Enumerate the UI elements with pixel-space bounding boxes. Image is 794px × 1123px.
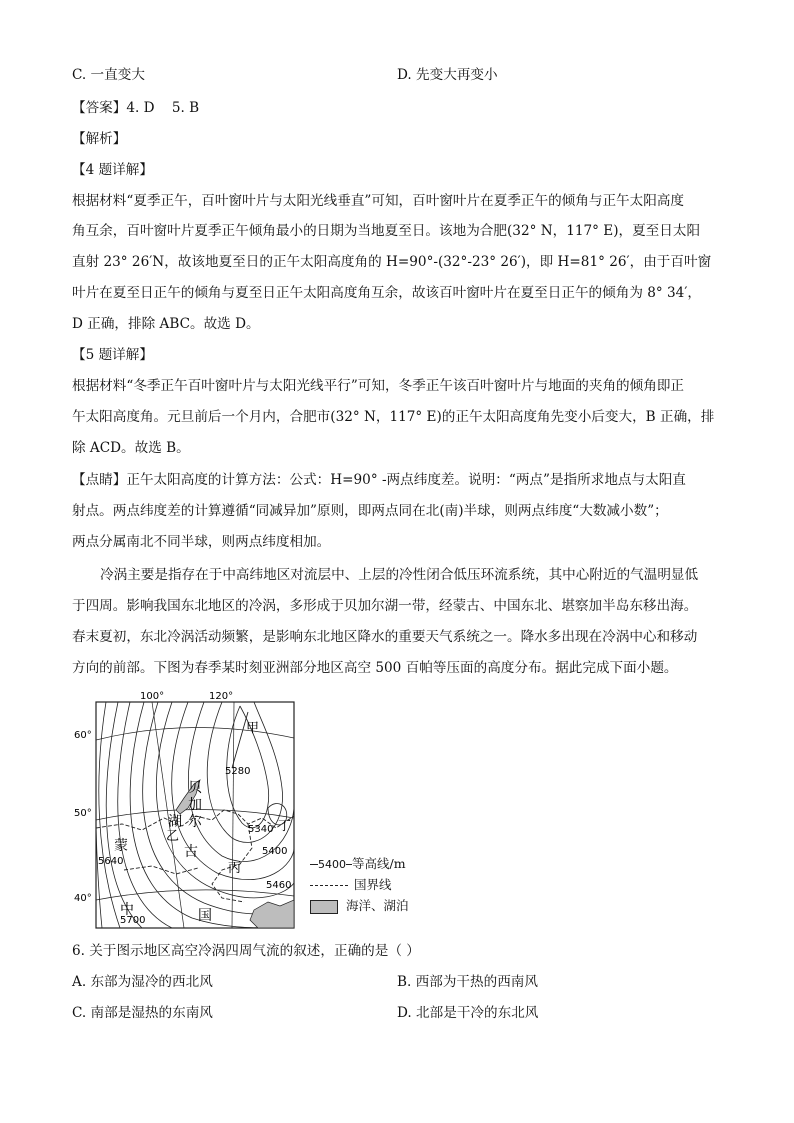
contour-label-5340: 5340 — [248, 824, 274, 835]
water-swatch — [310, 900, 338, 914]
legend-border — [310, 877, 392, 893]
q4-line-3: 直射 23° 26′N，故该地夏至日的正午太阳高度角的 H=90°-(32°-23° 26′)，即 H=81° 26′，由于百叶窗 — [72, 254, 712, 270]
q5-line-1: 根据材料“冬季正午百叶窗叶片与太阳光线平行”可知，冬季正午该百叶窗叶片与地面的夹角的倾角即正 — [72, 378, 685, 394]
q5-tag: 【5 题详解】 — [72, 347, 153, 363]
answer-tag: 【答案】 — [72, 100, 127, 116]
option-row — [72, 66, 724, 84]
contour-label-5400: 5400 — [262, 846, 288, 857]
passage-line-3: 春末夏初，东北冷涡活动频繁，是影响东北地区降水的重要天气系统之一。降水多出现在冷涡中心和移动 — [72, 629, 698, 645]
lon-label-120: 120° — [209, 691, 234, 702]
legend-water-text: 海洋、湖泊 — [346, 898, 409, 913]
option-d: D. 先变大再变小 — [397, 67, 498, 83]
place-label-jia: 甲 — [246, 721, 260, 736]
lat-label-40: 40° — [74, 893, 92, 904]
legend-water — [310, 898, 409, 914]
analysis-tag: 【解析】 — [72, 131, 127, 147]
contour-map — [72, 688, 412, 933]
lat-label-60: 60° — [74, 730, 92, 741]
lat-label-50: 50° — [74, 808, 92, 819]
q5-line-3: 除 ACD。故选 B。 — [72, 440, 190, 456]
place-label-yi: 乙 — [166, 829, 180, 844]
q4-tag: 【4 题详解】 — [72, 162, 153, 178]
contour-map-figure — [72, 688, 412, 933]
contour-label-5280: 5280 — [225, 766, 251, 777]
tip-line-2: 射点。两点纬度差的计算遵循“同减异加”原则，即两点同在北(南)半球，则两点纬度“大数减小数”； — [72, 503, 668, 519]
option-c: C. 一直变大 — [72, 67, 145, 83]
contour-label-5700: 5700 — [120, 915, 146, 926]
legend-border-text: 国界线 — [354, 877, 392, 892]
legend-contour-value: 5400 — [318, 858, 346, 871]
region-label-er: 尔 — [188, 814, 202, 830]
contour-label-5460: 5460 — [266, 880, 292, 891]
place-label-bing: 丙 — [228, 861, 242, 876]
place-label-ding: 丁 — [278, 819, 292, 834]
q6-option-a: A. 东部为湿冷的西北风 — [72, 974, 213, 990]
tip-tag: 【点睛】 — [72, 472, 127, 488]
legend-contour-text: 等高线/m — [352, 856, 406, 871]
region-label-meng: 蒙 — [114, 838, 128, 854]
region-label-jia: 加 — [188, 797, 202, 813]
region-label-gu: 古 — [184, 844, 198, 860]
region-label-guo: 国 — [198, 908, 212, 924]
tip-line-1 — [72, 471, 724, 489]
q4-line-2: 角互余，百叶窗叶片夏季正午倾角最小的日期为当地夏至日。该地为合肥(32° N，117° E)，夏至日太阳 — [72, 223, 701, 239]
q6-stem: 6. 关于图示地区高空冷涡四周气流的叙述，正确的是（ ） — [72, 943, 420, 959]
q5-line-2: 午太阳高度角。元旦前后一个月内，合肥市(32° N，117° E)的正午太阳高度角先变小后变大，B 正确，排 — [72, 409, 715, 425]
passage-line-1: 冷涡主要是指存在于中高纬地区对流层中、上层的冷性闭合低压环流系统，其中心附近的气温明显低 — [100, 567, 699, 583]
region-label-bei: 贝 — [188, 780, 202, 796]
q6-option-row-1 — [72, 973, 724, 991]
q4-line-5: D 正确，排除 ABC。故选 D。 — [72, 316, 260, 332]
region-label-hu: 湖 — [168, 814, 182, 830]
passage-line-2: 于四周。影响我国东北地区的冷涡，多形成于贝加尔湖一带，经蒙古、中国东北、堪察加半岛东移出海。 — [72, 598, 698, 614]
tip-line-3: 两点分属南北不同半球，则两点纬度相加。 — [72, 534, 331, 550]
q4-line-4: 叶片在夏至日正午的倾角与夏至日正午太阳高度角互余，故该百叶窗叶片在夏至日正午的倾角为 8° 34′， — [72, 285, 701, 301]
q6-option-b: B. 西部为干热的西南风 — [397, 974, 538, 990]
lon-label-100: 100° — [140, 691, 165, 702]
passage-line-4: 方向的前部。下图为春季某时刻亚洲部分地区高空 500 百帕等压面的高度分布。据此完成下面小题。 — [72, 660, 678, 676]
q6-option-d: D. 北部是干冷的东北风 — [397, 1005, 539, 1021]
answer-row — [72, 99, 724, 117]
contour-label-5640: 5640 — [98, 856, 124, 867]
q6-option-row-2 — [72, 1004, 724, 1022]
tip-text-1: 正午太阳高度的计算方法：公式：H=90° -两点纬度差。说明：“两点”是指所求地点与太阳直 — [126, 472, 686, 488]
q6-option-c: C. 南部是湿热的东南风 — [72, 1005, 213, 1021]
legend-contour — [310, 856, 406, 873]
q4-line-1: 根据材料“夏季正午，百叶窗叶片与太阳光线垂直”可知，百叶窗叶片在夏季正午的倾角与正午太阳高度 — [72, 193, 685, 209]
answer-text: 4. D 5. B — [126, 100, 200, 116]
region-label-zhong: 中 — [120, 902, 134, 918]
